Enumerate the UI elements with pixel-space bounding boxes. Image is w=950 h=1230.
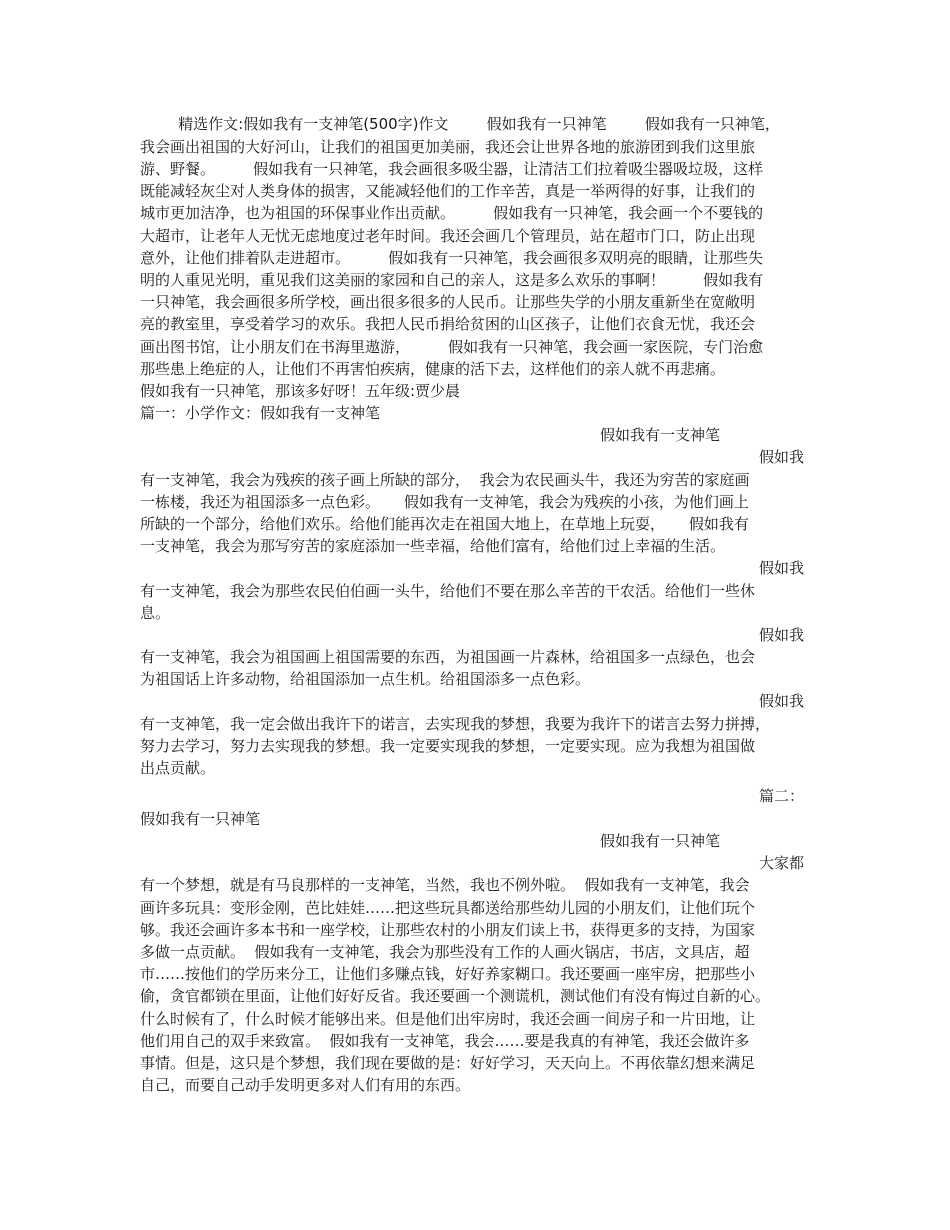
text-line: 有一支神笔，我会为祖国画上祖国需要的东西，为祖国画一片森林，给祖国多一点绿色，也会 bbox=[140, 648, 756, 666]
section-heading: 篇二： bbox=[758, 787, 804, 805]
text-line: 够。我还会画许多本书和一座学校，让那些农村的小朋友们读上书，获得更多的支持，为国家 bbox=[140, 921, 756, 939]
text-line: 什么时候有了，什么时候才能够出来。但是他们出牢房时，我还会画一间房子和一片田地，让 bbox=[140, 1010, 756, 1028]
text-line: 假如我 bbox=[758, 559, 804, 577]
text-line: 大超市，让老年人无忧无虑地度过老年时间。我还会画几个管理员，站在超市门口，防止出现 bbox=[140, 227, 756, 245]
text-line: 精选作文:假如我有一支神笔(500字)作文 假如我有一只神笔 假如我有一只神笔， bbox=[140, 115, 780, 133]
text-line: 事情。但是，这只是个梦想，我们现在要做的是：好好学习，天天向上。不再依靠幻想来满足 bbox=[140, 1054, 756, 1072]
text-line: 一支神笔，我会为那写穷苦的家庭添加一些幸福，给他们富有，给他们过上幸福的生活。 bbox=[140, 537, 726, 555]
text-line: 息。 bbox=[140, 604, 171, 622]
text-line: 有一支神笔，我会为那些农民伯伯画一头牛，给他们不要在那么辛苦的干农活。给他们一些休 bbox=[140, 582, 756, 600]
text-line: 假如我 bbox=[758, 626, 804, 644]
text-line: 有一支神笔，我会为残疾的孩子画上所缺的部分， 我会为农民画头牛，我还为穷苦的家庭画 bbox=[140, 471, 750, 489]
text-line: 假如我 bbox=[758, 692, 804, 710]
text-line: 那些患上绝症的人，让他们不再害怕疾病，健康的活下去，这样他们的亲人就不再悲痛。 bbox=[140, 360, 726, 378]
text-line: 偷，贪官都锁在里面，让他们好好反省。我还要画一个测谎机，测试他们有没有悔过自新的心。 bbox=[140, 987, 771, 1005]
section-heading: 假如我有一只神笔 bbox=[140, 810, 261, 828]
text-line: 出点贡献。 bbox=[140, 759, 216, 777]
essay-title: 假如我有一支神笔 bbox=[600, 426, 721, 444]
text-line: 游、野餐。 假如我有一只神笔，我会画很多吸尘器，让清洁工们拉着吸尘器吸垃圾，这样 bbox=[140, 160, 764, 178]
text-line: 努力去学习，努力去实现我的梦想。我一定要实现我的梦想，一定要实现。应为我想为祖国做 bbox=[140, 737, 756, 755]
text-line: 假如我有一只神笔，那该多好呀！五年级:贾少晨 bbox=[140, 382, 461, 400]
text-line: 自己，而要自己动手发明更多对人们有用的东西。 bbox=[140, 1076, 471, 1094]
text-line: 亮的教室里，享受着学习的欢乐。我把人民币捐给贫困的山区孩子，让他们衣食无忧，我还会 bbox=[140, 315, 756, 333]
text-line: 有一个梦想，就是有马良那样的一支神笔，当然，我也不例外啦。 假如我有一支神笔，我会 bbox=[140, 876, 750, 894]
text-line: 所缺的一个部分，给他们欢乐。给他们能再次走在祖国大地上，在草地上玩耍， 假如我有 bbox=[140, 515, 749, 533]
text-line: 为祖国话上许多动物，给祖国添加一点生机。给祖国添多一点色彩。 bbox=[140, 670, 591, 688]
text-line: 我会画出祖国的大好河山，让我们的祖国更加美丽，我还会让世界各地的旅游团到我们这里旅 bbox=[140, 138, 756, 156]
text-line: 大家都 bbox=[758, 854, 804, 872]
text-line: 假如我 bbox=[758, 448, 804, 466]
text-line: 城市更加洁净，也为祖国的环保事业作出贡献。 假如我有一只神笔，我会画一个不要钱的 bbox=[140, 204, 764, 222]
text-line: 画许多玩具：变形金刚，芭比娃娃……把这些玩具都送给那些幼儿园的小朋友们，让他们玩个 bbox=[140, 899, 756, 917]
essay-title: 假如我有一只神笔 bbox=[600, 832, 721, 850]
text-line: 意外，让他们排着队走进超市。 假如我有一只神笔，我会画很多双明亮的眼睛，让那些失 bbox=[140, 249, 764, 267]
section-heading: 篇一：小学作文：假如我有一支神笔 bbox=[140, 404, 381, 422]
text-line: 一只神笔，我会画很多所学校，画出很多很多的人民币。让那些失学的小朋友重新坐在宽敞明 bbox=[140, 293, 756, 311]
text-line: 他们用自己的双手来致富。 假如我有一支神笔，我会……要是我真的有神笔，我还会做许多 bbox=[140, 1032, 750, 1050]
text-line: 一栋楼，我还为祖国添多一点色彩。 假如我有一支神笔，我会为残疾的小孩，为他们画上 bbox=[140, 493, 749, 511]
text-line: 明的人重见光明，重见我们这美丽的家园和自己的亲人，这是多么欢乐的事啊！ 假如我有 bbox=[140, 271, 764, 289]
text-line: 市……按他们的学历来分工，让他们多赚点钱，好好养家糊口。我还要画一座牢房，把那些小 bbox=[140, 965, 756, 983]
text-line: 有一支神笔，我一定会做出我许下的诺言，去实现我的梦想，我要为我许下的诺言去努力拼搏， bbox=[140, 715, 771, 733]
text-line: 画出图书馆，让小朋友们在书海里遨游， 假如我有一只神笔，我会画一家医院，专门治愈 bbox=[140, 338, 764, 356]
text-line: 多做一点贡献。 假如我有一支神笔，我会为那些没有工作的人画火锅店，书店，文具店，超 bbox=[140, 943, 750, 961]
text-line: 既能减轻灰尘对人类身体的损害，又能减轻他们的工作辛苦，真是一举两得的好事，让我们的 bbox=[140, 182, 756, 200]
